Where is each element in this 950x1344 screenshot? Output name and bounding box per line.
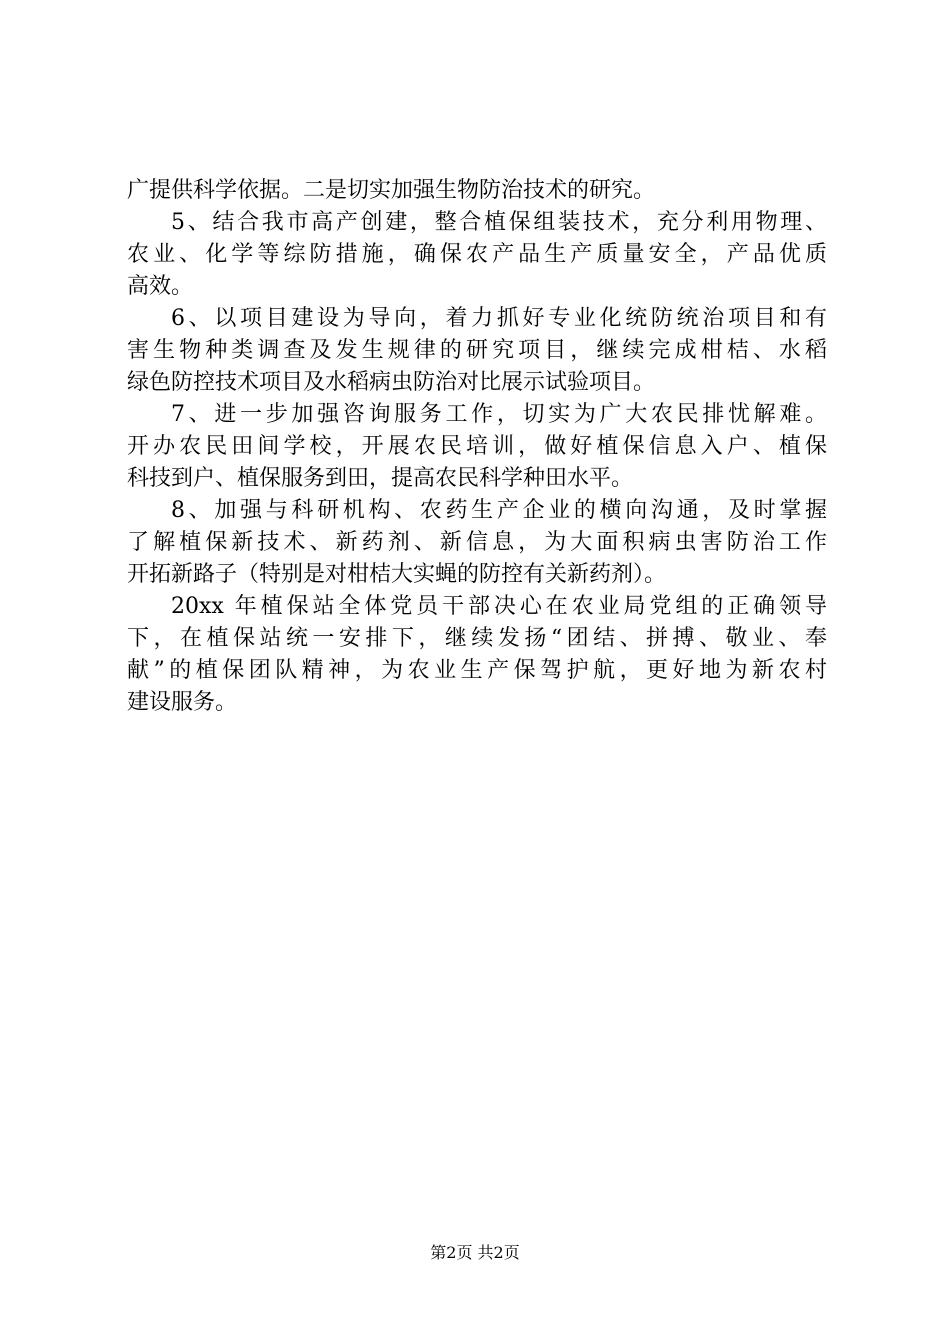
paragraph-line: 农业、化学等综防措施，确保农产品生产质量安全，产品优质 — [127, 242, 827, 267]
paragraph-line: 5、结合我市高产创建，整合植保组装技术，充分利用物理、 — [171, 210, 827, 235]
paragraph-line: 7、进一步加强咨询服务工作，切实为广大农民排忧解难。 — [171, 402, 827, 427]
page-number-label: 第2页 共2页 — [430, 1243, 520, 1262]
paragraph-line: 绿色防控技术项目及水稻病虫防治对比展示试验项目。 — [127, 370, 656, 395]
paragraph-line: 建设服务。 — [127, 690, 238, 715]
paragraph-line: 高效。 — [127, 274, 194, 299]
paragraph-line: 广提供科学依据。二是切实加强生物防治技术的研究。 — [127, 178, 656, 203]
paragraph-line: 20xx 年植保站全体党员干部决心在农业局党组的正确领导 — [171, 594, 827, 619]
paragraph-line: 开办农民田间学校，开展农民培训，做好植保信息入户、植保 — [127, 434, 827, 459]
paragraph-line: 了解植保新技术、新药剂、新信息，为大面积病虫害防治工作 — [127, 530, 827, 555]
paragraph-line: 8、加强与科研机构、农药生产企业的横向沟通，及时掌握 — [171, 498, 827, 523]
paragraph-line: 献”的植保团队精神，为农业生产保驾护航，更好地为新农村 — [127, 658, 827, 683]
paragraph-line: 6、以项目建设为导向，着力抓好专业化统防统治项目和有 — [171, 306, 827, 331]
paragraph-line: 下，在植保站统一安排下，继续发扬“团结、拼搏、敬业、奉 — [127, 626, 827, 651]
paragraph-line: 科技到户、植保服务到田，提高农民科学种田水平。 — [127, 466, 634, 491]
paragraph-line: 开拓新路子（特别是对柑桔大实蝇的防控有关新药剂）。 — [127, 562, 667, 587]
document-body — [127, 175, 827, 719]
page-footer — [0, 1243, 950, 1263]
paragraph-line: 害生物种类调查及发生规律的研究项目，继续完成柑桔、水稻 — [127, 338, 827, 363]
